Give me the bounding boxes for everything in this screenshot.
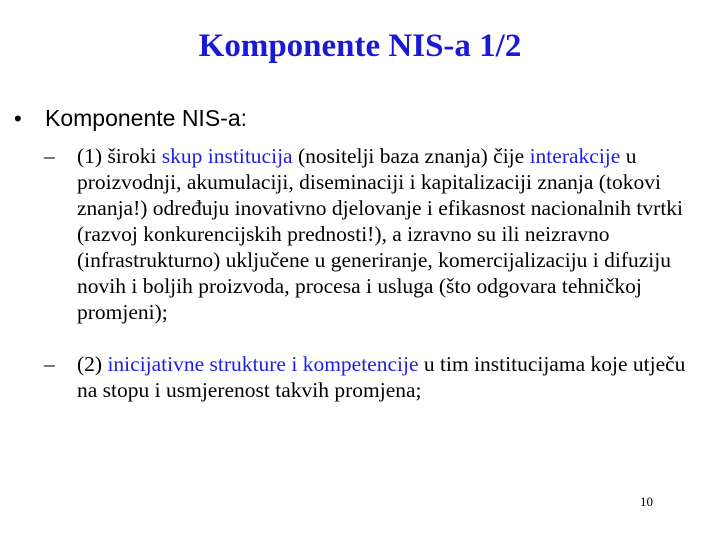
sub-item-1-text (77, 143, 708, 325)
bullet-marker: • (14, 106, 22, 131)
text-segment: (2) (77, 352, 108, 376)
sub-item-2 (44, 351, 708, 403)
main-bullet (14, 98, 704, 139)
dash-marker: – (44, 352, 55, 376)
page-number: 10 (640, 494, 653, 509)
sub-item-1 (44, 143, 708, 325)
sub-item-2-text (77, 351, 708, 403)
text-segment: (nositelji baza znanja) čije (292, 144, 530, 168)
text-segment: u tim institucijama koje utječu na stopu i usmjerenost takvih promjena; (77, 352, 686, 402)
highlight-inicijativne-strukture: inicijativne strukture i kompetencije (107, 352, 419, 376)
text-segment: u proizvodnji, akumulaciji, diseminaciji i kapitalizaciji znanja (tokovi znanja!) određuju inovativno djelovanje i efikasnost nacionalnih tvrtki (razvoj konkurencijskih prednosti!), a izravno su ili neizravno (infrastrukturno) uključene u generiranje, komercijalizaciju i difuziju novih i boljih proizvoda, procesa i usluga (što odgovara tehničkoj promjeni); (77, 144, 684, 324)
text-segment: (1) široki (77, 144, 162, 168)
slide-title: Komponente NIS-a 1/2 (198, 28, 522, 64)
highlight-skup-institucija: skup institucija (161, 144, 293, 168)
main-bullet-text: Komponente NIS-a: (45, 105, 248, 131)
dash-marker: – (44, 144, 55, 168)
highlight-interakcije: interakcije (529, 144, 621, 168)
